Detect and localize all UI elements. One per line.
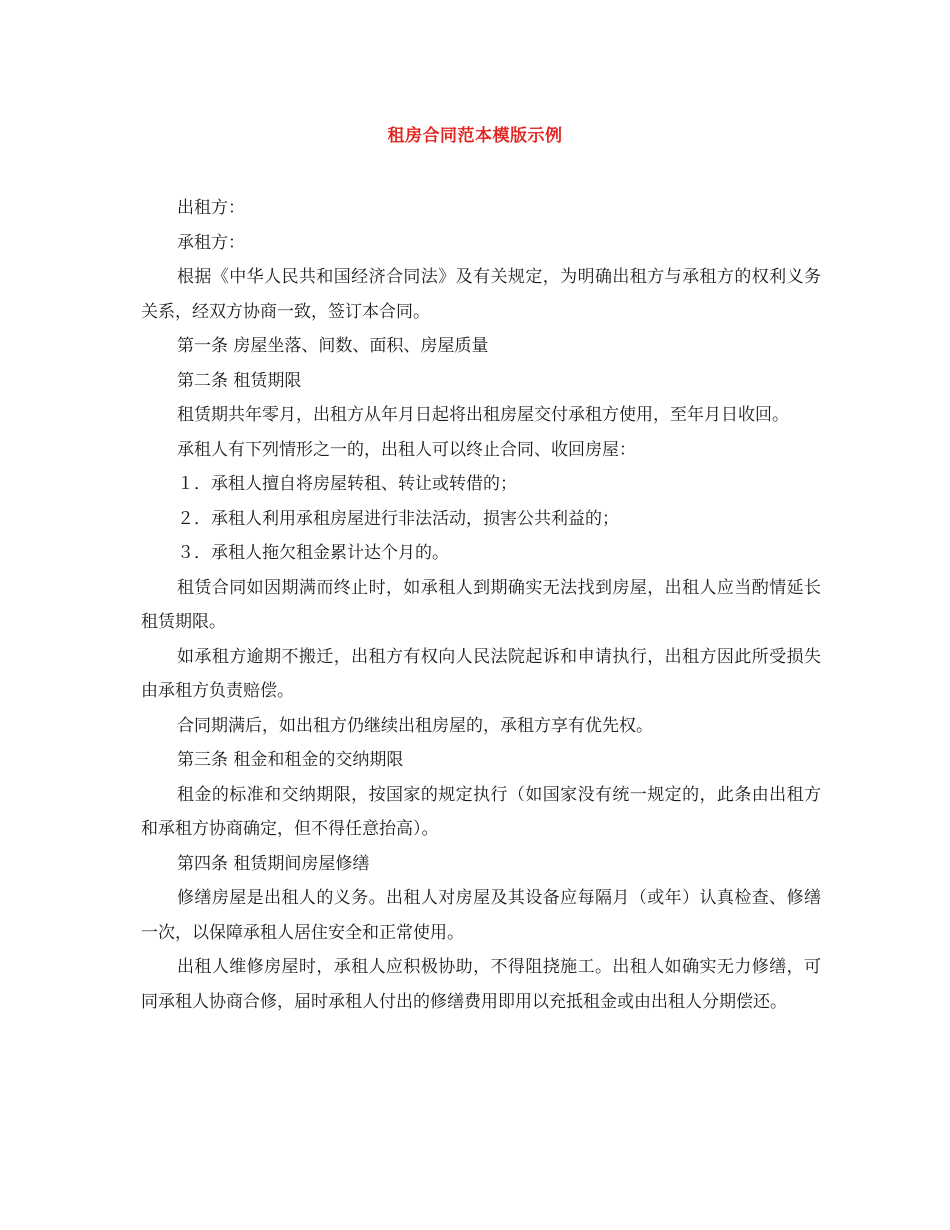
party-lessor: 出租方： xyxy=(177,198,245,218)
extension-paragraph: 租赁合同如因期满而终止时，如承租人到期确实无法找到房屋，出租人应当酌情延长租赁期限。 xyxy=(141,577,821,632)
priority-paragraph: 合同期满后，如出租方仍继续出租房屋的，承租方享有优先权。 xyxy=(177,715,653,736)
termination-item-3: ３．承租人拖欠租金累计达个月的。 xyxy=(177,543,449,563)
article-4-heading: 第四条 租赁期间房屋修缮 xyxy=(177,853,370,874)
document-body xyxy=(141,191,821,1019)
repair-cooperation-paragraph: 出租人维修房屋时，承租人应积极协助，不得阻挠施工。出租人如确实无力修缮，可同承租人协商合修，届时承租人付出的修缮费用即用以充抵租金或由出租人分期偿还。 xyxy=(141,957,821,1012)
document-title: 租房合同范本模版示例 xyxy=(387,126,563,146)
lease-term-paragraph: 租赁期共年零月，出租方从年月日起将出租房屋交付承租方使用，至年月日收回。 xyxy=(177,405,789,425)
rent-standard-paragraph: 租金的标准和交纳期限，按国家的规定执行（如国家没有统一规定的，此条由出租方和承租方协商确定，但不得任意抬高）。 xyxy=(141,784,821,839)
overdue-paragraph: 如承租方逾期不搬迁，出租方有权向人民法院起诉和申请执行，出租方因此所受损失由承租方负责赔偿。 xyxy=(141,646,821,701)
repair-duty-paragraph: 修缮房屋是出租人的义务。出租人对房屋及其设备应每隔月（或年）认真检查、修缮一次，以保障承租人居住安全和正常使用。 xyxy=(141,888,821,943)
article-3-heading: 第三条 租金和租金的交纳期限 xyxy=(177,750,404,770)
article-1-heading: 第一条 房屋坐落、间数、面积、房屋质量 xyxy=(177,336,489,356)
preamble-paragraph: 根据《中华人民共和国经济合同法》及有关规定，为明确出租方与承租方的权利义务关系，经双方协商一致，签订本合同。 xyxy=(141,267,821,322)
party-lessee: 承租方： xyxy=(177,232,245,253)
termination-intro-paragraph: 承租人有下列情形之一的，出租人可以终止合同、收回房屋： xyxy=(177,439,636,460)
termination-item-2: ２．承租人利用承租房屋进行非法活动，损害公共利益的； xyxy=(177,508,619,529)
article-2-heading: 第二条 租赁期限 xyxy=(177,370,302,391)
termination-item-1: １．承租人擅自将房屋转租、转让或转借的； xyxy=(177,474,517,494)
